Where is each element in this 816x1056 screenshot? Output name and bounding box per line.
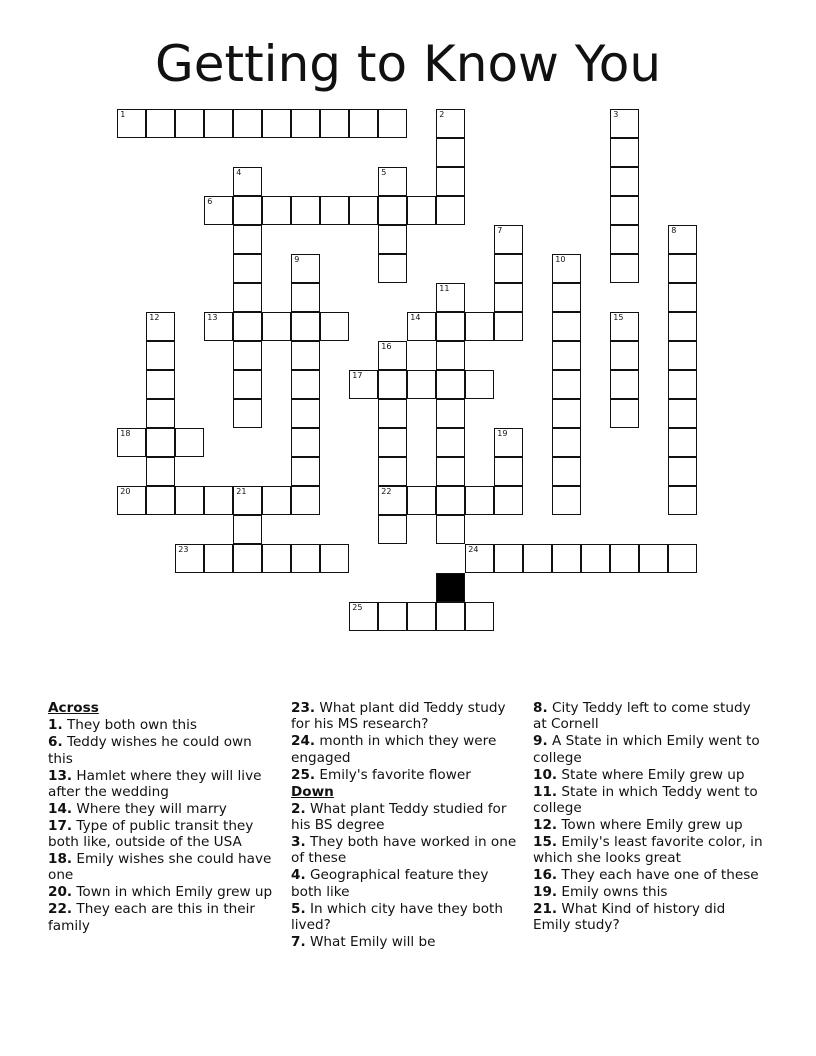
clue-label-number: 17. [48,817,73,834]
clue-label-number: 8. [533,700,548,716]
clue-number: 22 [381,487,392,497]
grid-cell[interactable] [117,486,146,515]
grid-cell[interactable] [146,370,175,399]
grid-cell[interactable] [233,515,262,544]
grid-cell[interactable] [320,312,349,341]
down-clue [533,784,765,817]
grid-cell[interactable] [146,486,175,515]
clue-label-number: 23. [291,700,316,716]
clue-number: 17 [352,371,363,381]
grid-cell[interactable] [610,167,639,196]
clue-number: 15 [613,313,624,323]
clue-text: What plant did Teddy study for his MS research? [291,700,506,733]
grid-cell[interactable] [407,370,436,399]
down-clue [533,834,765,867]
grid-cell[interactable] [494,225,523,254]
grid-cell[interactable] [146,109,175,138]
grid-cell[interactable] [552,428,581,457]
grid-cell[interactable] [668,428,697,457]
across-header: Across [48,700,99,716]
clue-text: Emily's least favorite color, in which she looks great [533,833,763,867]
clue-number: 12 [149,313,160,323]
down-clue [291,934,523,950]
down-clue [533,867,765,883]
black-square [436,573,465,602]
clue-number: 13 [207,313,218,323]
grid-cell[interactable] [610,544,639,573]
grid-cell[interactable] [552,486,581,515]
grid-cell[interactable] [175,544,204,573]
grid-cell[interactable] [378,486,407,515]
clue-label-number: 11. [533,783,558,800]
grid-cell[interactable] [291,428,320,457]
clue-label-number: 13. [48,767,73,784]
grid-cell[interactable] [378,428,407,457]
grid-cell[interactable] [233,109,262,138]
clue-label-number: 20. [48,884,73,901]
grid-cell[interactable] [465,544,494,573]
clue-number: 7 [497,226,503,236]
clue-label-number: 9. [533,733,548,750]
clue-label-number: 19. [533,884,558,901]
grid-cell[interactable] [668,225,697,254]
clue-number: 16 [381,342,392,352]
grid-cell[interactable] [349,602,378,631]
grid-cell[interactable] [291,341,320,370]
across-clue [48,901,280,934]
grid-cell[interactable] [291,109,320,138]
grid-cell[interactable] [378,196,407,225]
clue-number: 24 [468,545,479,555]
grid-cell[interactable] [436,428,465,457]
grid-cell[interactable] [378,457,407,486]
clue-text: month in which they were engaged [291,733,497,766]
clue-label-number: 22. [48,901,73,918]
grid-cell[interactable] [233,196,262,225]
down-clue [533,884,765,900]
grid-cell[interactable] [668,486,697,515]
clue-text: State where Emily grew up [561,766,745,783]
across-clue [48,884,280,900]
grid-cell[interactable] [146,312,175,341]
clue-label-number: 24. [291,733,316,750]
grid-cell[interactable] [610,138,639,167]
grid-cell[interactable] [291,312,320,341]
grid-cell[interactable] [581,544,610,573]
clue-number: 4 [236,168,242,178]
clue-number: 8 [671,226,677,236]
grid-cell[interactable] [465,602,494,631]
grid-cell[interactable] [291,370,320,399]
grid-cell[interactable] [291,486,320,515]
grid-cell[interactable] [291,399,320,428]
grid-cell[interactable] [378,109,407,138]
grid-cell[interactable] [117,109,146,138]
grid-cell[interactable] [233,486,262,515]
clue-text: Emily's favorite flower [319,766,471,783]
clue-text: Teddy wishes he could own this [48,734,252,767]
clue-label-number: 16. [533,867,558,884]
clue-number: 9 [294,255,300,265]
grid-cell[interactable] [146,341,175,370]
clue-text: Hamlet where they will live after the wedding [48,767,262,800]
clue-label-number: 6. [48,734,63,751]
clue-text: A State in which Emily went to college [533,733,760,766]
grid-cell[interactable] [436,341,465,370]
grid-cell[interactable] [291,283,320,312]
clue-label-number: 7. [291,933,306,950]
grid-cell[interactable] [233,399,262,428]
grid-cell[interactable] [552,312,581,341]
grid-cell[interactable] [349,370,378,399]
clue-text: State in which Teddy went to college [533,783,758,816]
grid-cell[interactable] [610,109,639,138]
clue-label-number: 14. [48,800,73,817]
clue-text: What Emily will be [309,933,436,950]
grid-cell[interactable] [233,254,262,283]
grid-cell[interactable] [552,283,581,312]
grid-cell[interactable] [262,109,291,138]
grid-cell[interactable] [610,399,639,428]
grid-cell[interactable] [494,486,523,515]
grid-cell[interactable] [349,196,378,225]
clue-column-2 [291,700,523,951]
grid-cell[interactable] [204,109,233,138]
grid-cell[interactable] [204,196,233,225]
grid-cell[interactable] [436,370,465,399]
grid-cell[interactable] [204,544,233,573]
clue-number: 25 [352,603,363,613]
grid-cell[interactable] [523,544,552,573]
clue-number: 21 [236,487,247,497]
grid-cell[interactable] [233,341,262,370]
down-clue [291,834,523,867]
grid-cell[interactable] [117,428,146,457]
grid-cell[interactable] [494,457,523,486]
clue-text: Emily wishes she could have one [48,851,272,884]
grid-cell[interactable] [146,457,175,486]
down-clue [291,801,523,834]
clue-number: 23 [178,545,189,555]
across-clue [48,734,280,767]
clue-text: They each have one of these [561,867,759,884]
clue-text: They both have worked in one of these [291,834,517,867]
clue-column-3 [533,700,765,934]
across-clue [48,851,280,884]
clue-number: 5 [381,168,387,178]
grid-cell[interactable] [378,225,407,254]
grid-cell[interactable] [378,370,407,399]
grid-cell[interactable] [552,341,581,370]
grid-cell[interactable] [378,602,407,631]
clue-text: What Kind of history did Emily study? [533,901,726,934]
clue-label-number: 10. [533,766,558,783]
grid-cell[interactable] [668,544,697,573]
clue-text: They each are this in their family [48,901,255,934]
grid-cell[interactable] [436,138,465,167]
grid-cell[interactable] [668,399,697,428]
down-clue [291,901,523,934]
grid-cell[interactable] [436,457,465,486]
grid-cell[interactable] [436,399,465,428]
grid-cell[interactable] [610,196,639,225]
grid-cell[interactable] [320,196,349,225]
grid-cell[interactable] [349,109,378,138]
grid-cell[interactable] [291,457,320,486]
grid-cell[interactable] [494,544,523,573]
clue-label-number: 5. [291,900,306,917]
grid-cell[interactable] [378,515,407,544]
grid-cell[interactable] [668,341,697,370]
grid-cell[interactable] [610,312,639,341]
across-clue [48,801,280,817]
across-clue [291,700,523,733]
clue-number: 11 [439,284,450,294]
grid-cell[interactable] [465,312,494,341]
grid-cell[interactable] [320,109,349,138]
grid-cell[interactable] [465,370,494,399]
clue-text: Type of public transit they both like, outside of the USA [48,817,254,851]
clue-number: 19 [497,429,508,439]
grid-cell[interactable] [552,457,581,486]
across-clue [48,717,280,733]
clue-number: 2 [439,110,445,120]
across-clue [48,768,280,801]
down-header: Down [291,783,334,800]
grid-cell[interactable] [552,254,581,283]
clue-text: In which city have they both lived? [291,900,504,933]
clue-label-number: 12. [533,816,558,833]
across-clue [48,818,280,851]
grid-cell[interactable] [436,283,465,312]
grid-cell[interactable] [233,283,262,312]
grid-cell[interactable] [610,370,639,399]
grid-cell[interactable] [552,544,581,573]
down-clue [533,767,765,783]
clue-text: Town where Emily grew up [561,816,743,833]
grid-cell[interactable] [552,370,581,399]
grid-cell[interactable] [668,457,697,486]
grid-cell[interactable] [233,544,262,573]
grid-cell[interactable] [291,544,320,573]
grid-cell[interactable] [262,196,291,225]
clue-label-number: 18. [48,851,73,868]
grid-cell[interactable] [233,167,262,196]
grid-cell[interactable] [494,312,523,341]
across-clue [291,767,523,783]
across-clue [291,733,523,766]
grid-cell[interactable] [407,196,436,225]
grid-cell[interactable] [436,602,465,631]
clue-text: Geographical feature they both like [291,867,489,900]
grid-cell[interactable] [610,254,639,283]
grid-cell[interactable] [378,167,407,196]
grid-cell[interactable] [175,486,204,515]
grid-cell[interactable] [407,312,436,341]
grid-cell[interactable] [436,486,465,515]
grid-cell[interactable] [262,544,291,573]
down-clue [533,733,765,766]
grid-cell[interactable] [233,312,262,341]
grid-cell[interactable] [610,225,639,254]
clue-text: Where they will marry [76,800,227,817]
grid-cell[interactable] [494,254,523,283]
down-clue [291,867,523,900]
down-clue [533,901,765,934]
clue-text: City Teddy left to come study at Cornell [533,700,751,733]
clue-label-number: 15. [533,833,558,850]
clue-text: Town in which Emily grew up [76,884,273,901]
grid-cell[interactable] [668,370,697,399]
clue-label-number: 3. [291,834,306,851]
clue-label-number: 1. [48,717,63,734]
grid-cell[interactable] [436,167,465,196]
clue-text: What plant Teddy studied for his BS degree [291,800,507,834]
grid-cell[interactable] [436,515,465,544]
down-clue [533,817,765,833]
clue-label-number: 21. [533,901,558,918]
clue-text: They both own this [66,717,197,734]
grid-cell[interactable] [262,312,291,341]
grid-cell[interactable] [436,312,465,341]
grid-cell[interactable] [204,312,233,341]
grid-cell[interactable] [378,254,407,283]
grid-cell[interactable] [668,283,697,312]
grid-cell[interactable] [378,341,407,370]
grid-cell[interactable] [610,341,639,370]
puzzle-title: Getting to Know You [154,35,662,93]
clue-number: 18 [120,429,131,439]
grid-cell[interactable] [262,486,291,515]
grid-cell[interactable] [146,428,175,457]
grid-cell[interactable] [552,399,581,428]
grid-cell[interactable] [291,196,320,225]
grid-cell[interactable] [494,283,523,312]
grid-cell[interactable] [146,399,175,428]
grid-cell[interactable] [494,428,523,457]
grid-cell[interactable] [465,486,494,515]
grid-cell[interactable] [639,544,668,573]
grid-cell[interactable] [407,602,436,631]
grid-cell[interactable] [320,544,349,573]
grid-cell[interactable] [204,486,233,515]
grid-cell[interactable] [175,428,204,457]
clue-label-number: 2. [291,800,306,817]
clue-number: 3 [613,110,619,120]
clue-number: 1 [120,110,126,120]
grid-cell[interactable] [291,254,320,283]
grid-cell[interactable] [407,486,436,515]
clue-number: 20 [120,487,131,497]
grid-cell[interactable] [378,399,407,428]
clue-number: 6 [207,197,213,207]
clue-number: 14 [410,313,421,323]
down-clue [533,700,765,733]
clue-number: 10 [555,255,566,265]
clue-text: Emily owns this [561,884,668,901]
clue-label-number: 25. [291,766,316,783]
clue-label-number: 4. [291,867,306,884]
grid-cell[interactable] [436,109,465,138]
grid-cell[interactable] [668,312,697,341]
grid-cell[interactable] [233,370,262,399]
grid-cell[interactable] [233,225,262,254]
grid-cell[interactable] [668,254,697,283]
grid-cell[interactable] [175,109,204,138]
clue-column-1 [48,700,280,935]
grid-cell[interactable] [436,196,465,225]
